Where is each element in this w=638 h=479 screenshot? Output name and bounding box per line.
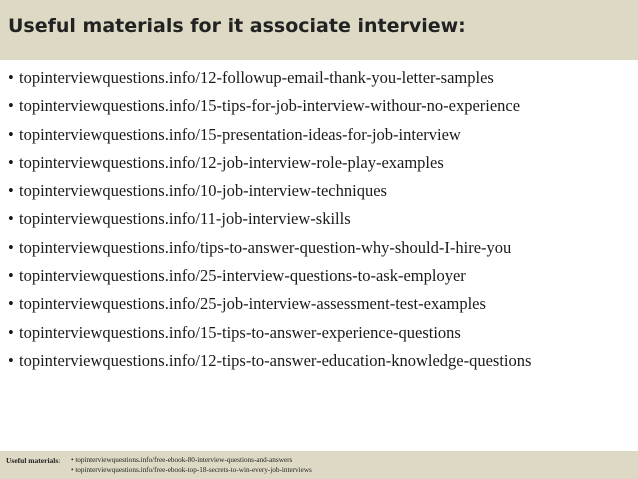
footer-bar — [0, 451, 638, 479]
bullet-icon: • — [8, 266, 14, 286]
title-bar — [0, 0, 638, 60]
link-text[interactable]: topinterviewquestions.info/11-job-interview-skills — [19, 209, 351, 229]
list-item[interactable] — [8, 121, 531, 149]
bullet-icon: • — [8, 181, 14, 201]
bullet-icon: • — [8, 322, 14, 342]
link-text[interactable]: topinterviewquestions.info/12-job-interview-role-play-examples — [19, 152, 444, 172]
bullet-icon: • — [8, 350, 14, 370]
bullet-icon: • — [8, 209, 14, 229]
link-text[interactable]: topinterviewquestions.info/15-tips-for-job-interview-withour-no-experience — [19, 96, 521, 116]
bullet-icon: • — [8, 124, 14, 144]
footer-link[interactable]: • topinterviewquestions.info/free-ebook-80-interview-questions-and-answers — [71, 456, 293, 464]
bullet-icon: • — [8, 96, 14, 116]
list-item[interactable] — [8, 149, 531, 177]
list-item[interactable] — [8, 290, 531, 318]
list-item[interactable] — [8, 234, 531, 262]
link-text[interactable]: topinterviewquestions.info/12-tips-to-answer-education-knowledge-questions — [19, 350, 532, 370]
bullet-icon: • — [8, 152, 14, 172]
footer-links — [71, 455, 312, 475]
list-item[interactable] — [8, 347, 531, 375]
link-text[interactable]: topinterviewquestions.info/15-tips-to-answer-experience-questions — [19, 322, 461, 342]
list-item[interactable] — [8, 262, 531, 290]
link-text[interactable]: topinterviewquestions.info/15-presentation-ideas-for-job-interview — [19, 124, 461, 144]
list-item[interactable] — [8, 205, 531, 233]
list-item[interactable] — [8, 64, 531, 92]
link-text[interactable]: topinterviewquestions.info/tips-to-answer-question-why-should-I-hire-you — [19, 237, 512, 257]
list-item[interactable] — [8, 319, 531, 347]
link-text[interactable]: topinterviewquestions.info/10-job-interview-techniques — [19, 181, 387, 201]
links-list — [8, 64, 531, 375]
bullet-icon: • — [8, 294, 14, 314]
list-item[interactable] — [8, 92, 531, 120]
link-text[interactable]: topinterviewquestions.info/25-job-interview-assessment-test-examples — [19, 294, 486, 314]
slide-title: Useful materials for it associate interview: — [8, 15, 466, 37]
list-item[interactable] — [8, 177, 531, 205]
bullet-icon: • — [8, 68, 14, 87]
bullet-icon: • — [8, 237, 14, 257]
footer-label-text: Useful materials — [6, 456, 59, 465]
link-text[interactable]: topinterviewquestions.info/25-interview-questions-to-ask-employer — [19, 266, 466, 286]
footer-link[interactable]: • topinterviewquestions.info/free-ebook-top-18-secrets-to-win-every-job-interviews — [71, 466, 312, 474]
link-text[interactable]: topinterviewquestions.info/12-followup-email-thank-you-letter-samples — [19, 68, 494, 87]
footer-label-colon: : — [58, 456, 61, 465]
footer-label — [6, 456, 60, 465]
